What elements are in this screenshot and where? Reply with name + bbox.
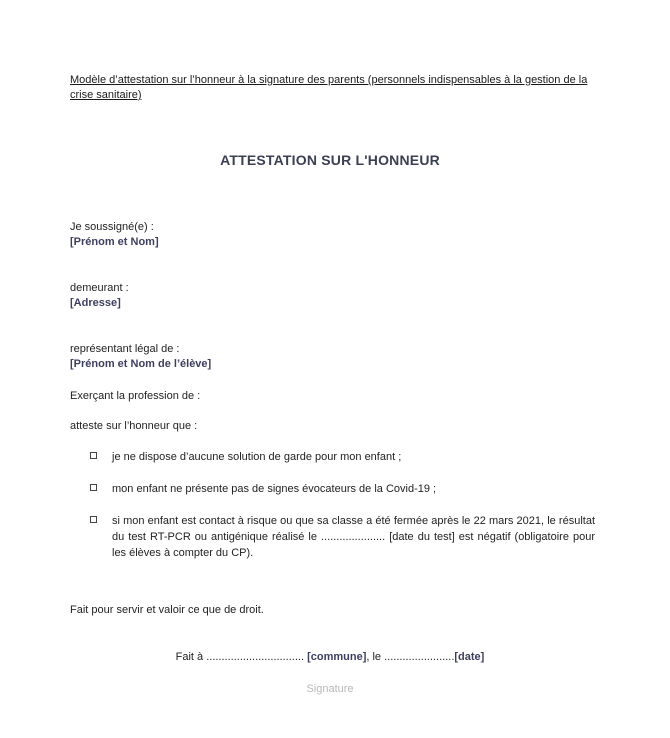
checkbox-icon[interactable] xyxy=(90,452,97,459)
checklist-item-text: je ne dispose d’aucune solution de garde pour mon enfant ; xyxy=(112,451,402,463)
checkbox-icon[interactable] xyxy=(90,484,97,491)
checkbox-icon[interactable] xyxy=(90,516,97,523)
document-heading: Modèle d’attestation sur l’honneur à la signature des parents (personnels indispensables à la gestion de la crise sanitaire) xyxy=(70,74,588,101)
checklist-item xyxy=(90,513,595,563)
place-date-line xyxy=(0,651,660,663)
address-field[interactable]: [Adresse] xyxy=(70,297,121,309)
guardian-label: représentant légal de : xyxy=(70,343,180,355)
student-name-field[interactable]: [Prénom et Nom de l’élève] xyxy=(70,358,212,370)
attest-label: atteste sur l’honneur que : xyxy=(70,420,198,432)
profession-label: Exerçant la profession de : xyxy=(70,390,201,402)
date-prefix: , le ....................... xyxy=(366,651,455,663)
undersigned-label: Je soussigné(e) : xyxy=(70,221,154,233)
residing-label: demeurant : xyxy=(70,282,129,294)
undersigned-field[interactable]: [Prénom et Nom] xyxy=(70,236,159,248)
checklist-item xyxy=(90,449,595,465)
date-field[interactable]: [date] xyxy=(454,651,485,663)
closing-statement: Fait pour servir et valoir ce que de droit. xyxy=(70,604,264,616)
signature-placeholder: Signature xyxy=(306,683,354,695)
checklist-item-text: mon enfant ne présente pas de signes évocateurs de la Covid-19 ; xyxy=(112,483,437,495)
checklist-item-text: si mon enfant est contact à risque ou que sa classe a été fermée après le 22 mars 2021, le résultat du test RT-PCR ou antigénique réalisé le ..................... [date du test] est négatif (obligatoire pour les élèves à compter du CP). xyxy=(112,515,595,559)
document-title: ATTESTATION SUR L'HONNEUR xyxy=(220,152,440,168)
checklist-item xyxy=(90,481,595,497)
place-prefix: Fait à ................................ xyxy=(175,651,305,663)
commune-field[interactable]: [commune] xyxy=(307,651,367,663)
